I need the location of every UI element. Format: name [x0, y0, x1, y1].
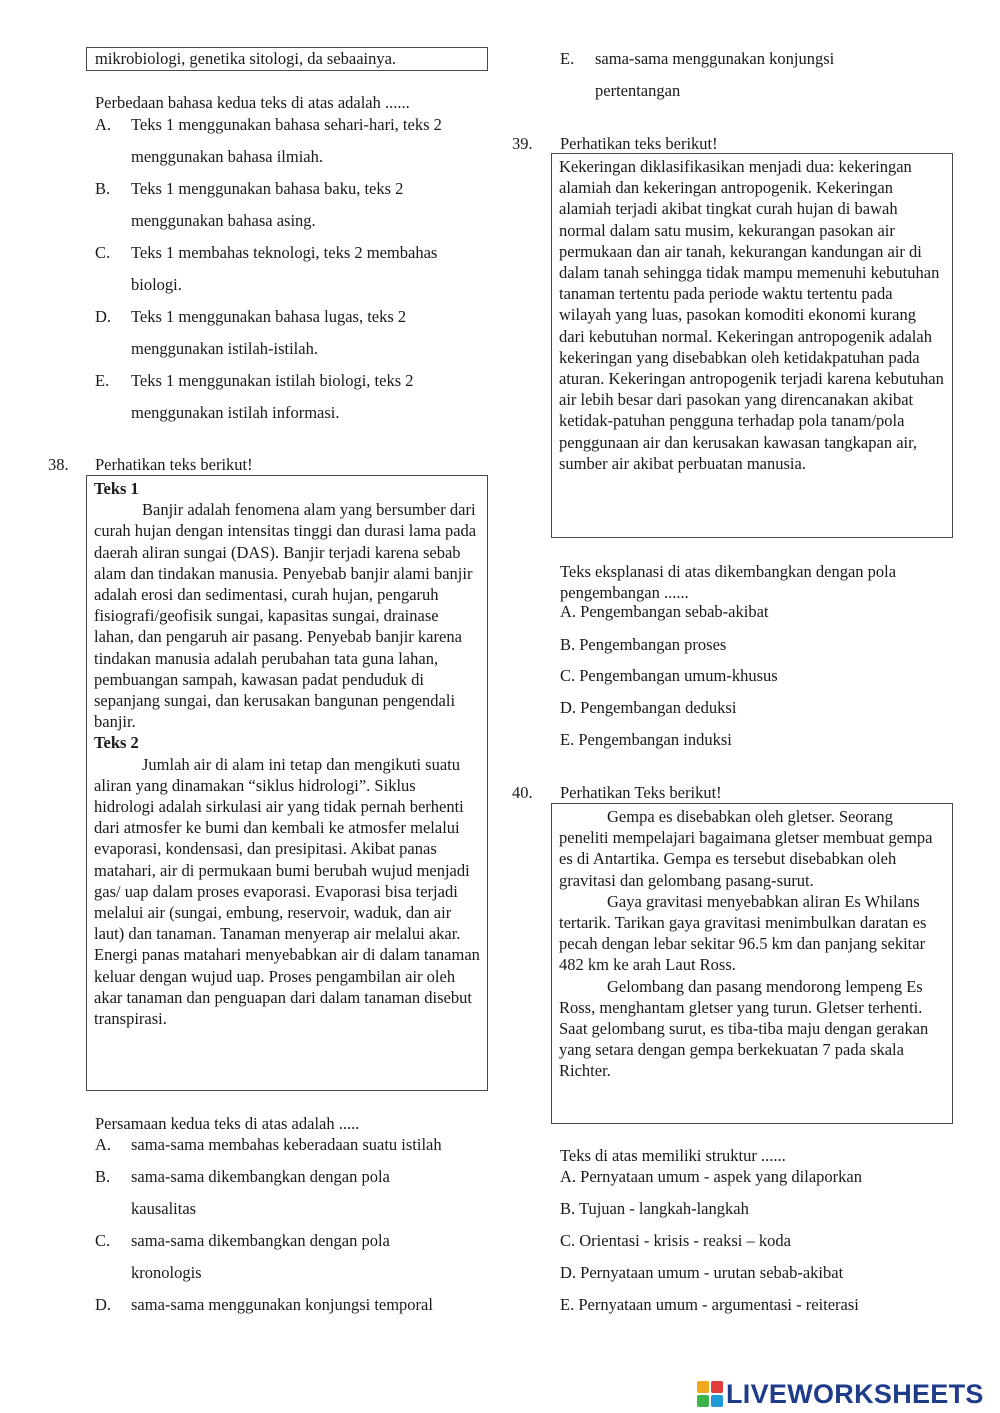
q37-option-a-line1[interactable]: Teks 1 menggunakan bahasa sehari-hari, teks 2: [131, 115, 442, 134]
q38-teks2-body: Jumlah air di alam ini tetap dan mengikuti suatu aliran yang dinamakan “siklus hidrologi”. Siklus hidrologi adalah sirkulasi air yang tidak pernah berhenti dari atmosfer ke bumi dan kembali ke atmosfer melalui evaporasi, kondensasi, dan presipitasi. Akibat panas matahari, air di permukaan bumi berubah wujud menjadi gas/ uap dalam proses evaporasi. Evaporasi bisa terjadi melalui air (sungai, embung, reservoir, waduk, dan air laut) dan tanaman. Tanaman menyerap air melalui akar. Energi panas matahari menyebabkan air di dalam tanaman keluar dengan wujud uap. Proses pengambilan air oleh akar tanaman dan penguapan dari dalam tanaman disebut transpirasi.: [94, 754, 480, 1029]
q37-option-b-line1[interactable]: Teks 1 menggunakan bahasa baku, teks 2: [131, 179, 404, 198]
q37-option-a-line2[interactable]: menggunakan bahasa ilmiah.: [131, 147, 323, 166]
q37-option-e-line2[interactable]: menggunakan istilah informasi.: [131, 403, 340, 422]
q38-option-d-line1[interactable]: sama-sama menggunakan konjungsi temporal: [131, 1295, 433, 1314]
q38-option-c-line1[interactable]: sama-sama dikembangkan dengan pola: [131, 1231, 390, 1250]
q39-option-d[interactable]: D. Pengembangan deduksi: [560, 698, 737, 717]
q38-option-e-line1[interactable]: sama-sama menggunakan konjungsi: [595, 49, 835, 68]
q37-option-d-letter: D.: [95, 307, 112, 326]
q39-option-b[interactable]: B. Pengembangan proses: [560, 635, 727, 654]
q39-option-a[interactable]: A. Pengembangan sebab-akibat: [560, 602, 769, 621]
liveworksheets-logo: [697, 1377, 997, 1411]
q37-option-c-line2[interactable]: biologi.: [131, 275, 182, 294]
top-box-text: mikrobiologi, genetika sitologi, da sebaainya.: [95, 49, 397, 68]
logo-mark-icon: [697, 1381, 723, 1407]
logo-text: LIVEWORKSHEETS: [726, 1378, 984, 1409]
q38-option-e-line2[interactable]: pertentangan: [595, 81, 681, 100]
logo-square-3: [697, 1395, 709, 1407]
q38-option-d-letter: D.: [95, 1295, 112, 1314]
q40-option-a[interactable]: A. Pernyataan umum - aspek yang dilaporkan: [560, 1167, 862, 1186]
q37-option-d-line2[interactable]: menggunakan istilah-istilah.: [131, 339, 318, 358]
q38-option-e-letter: E.: [560, 49, 575, 68]
q38-prompt: Perhatikan teks berikut!: [95, 455, 253, 474]
q39-prompt: Perhatikan teks berikut!: [560, 134, 718, 153]
q37-option-b-line2[interactable]: menggunakan bahasa asing.: [131, 211, 316, 230]
q40-option-d[interactable]: D. Pernyataan umum - urutan sebab-akibat: [560, 1263, 844, 1282]
q39-number: 39.: [512, 134, 533, 153]
q40-paragraph-3: Gelombang dan pasang mendorong lempeng Es Ross, menghantam gletser yang turun. Gletser terhenti. Saat gelombang surut, es tiba-tiba maju dengan gerakan yang setara dengan gempa berkekuatan 7 pada skala Richter.: [559, 976, 929, 1081]
q40-paragraph-1: Gempa es disebabkan oleh gletser. Seorang peneliti mempelajari bagaimana gletser membuat gempa es di Antartika. Gempa es tersebut disebabkan oleh gravitasi dan gelombang pasang-surut.: [559, 807, 933, 890]
q40-option-b[interactable]: B. Tujuan - langkah-langkah: [560, 1199, 749, 1218]
q38-option-a-line1[interactable]: sama-sama membahas keberadaan suatu istilah: [131, 1135, 442, 1154]
q38-number: 38.: [48, 455, 69, 474]
logo-square-2: [711, 1381, 723, 1393]
q39-option-c[interactable]: C. Pengembangan umum-khusus: [560, 666, 778, 685]
top-continuation-box: [86, 47, 488, 71]
q39-option-e[interactable]: E. Pengembangan induksi: [560, 730, 732, 749]
q38-teks1-title: Teks 1: [94, 479, 139, 498]
q37-option-c-line1[interactable]: Teks 1 membahas teknologi, teks 2 membahas: [131, 243, 438, 262]
q37-option-a-letter: A.: [95, 115, 112, 134]
q40-passage-box: [551, 803, 953, 1124]
q40-option-e[interactable]: E. Pernyataan umum - argumentasi - reiterasi: [560, 1295, 859, 1314]
q38-option-c-line2[interactable]: kronologis: [131, 1263, 202, 1282]
logo-square-1: [697, 1381, 709, 1393]
q38-option-b-line2[interactable]: kausalitas: [131, 1199, 197, 1218]
q40-stem: Teks di atas memiliki struktur ......: [560, 1146, 786, 1165]
q37-option-b-letter: B.: [95, 179, 111, 198]
q38-passage-box: [86, 475, 488, 1091]
q38-teks1-body: Banjir adalah fenomena alam yang bersumber dari curah hujan dengan intensitas tinggi dan durasi lama pada daerah aliran sungai (DAS). Banjir terjadi karena sebab alam dan tindakan manusia. Penyebab banjir alami banjir adalah erosi dan sedimentasi, curah hujan, pengaruh fisiografi/geofisik sungai, kapasitas sungai, drainase lahan, dan pengaruh air pasang. Penyebab banjir karena tindakan manusia adalah perubahan tata guna lahan, pembuangan sampah, kawasan padat penduduk di sepanjang sungai, dan kerusakan bangunan pengendali banjir.: [94, 500, 477, 732]
q39-stem: Teks eksplanasi di atas dikembangkan dengan pola pengembangan ......: [560, 562, 897, 602]
q37-option-e-letter: E.: [95, 371, 110, 390]
q38-option-a-letter: A.: [95, 1135, 112, 1154]
q39-passage-box: [551, 153, 953, 538]
q37-option-c-letter: C.: [95, 243, 111, 262]
q40-paragraph-2: Gaya gravitasi menyebabkan aliran Es Whilans tertarik. Tarikan gaya gravitasi menimbulkan daratan es pecah dengan lebar sekitar 96.5 km dan panjang sekitar 482 km ke arah Laut Ross.: [559, 891, 927, 975]
q38-teks2-title: Teks 2: [94, 733, 139, 753]
q37-option-e-line1[interactable]: Teks 1 menggunakan istilah biologi, teks 2: [131, 371, 414, 390]
q38-option-c-letter: C.: [95, 1231, 111, 1250]
q38-option-b-line1[interactable]: sama-sama dikembangkan dengan pola: [131, 1167, 390, 1186]
q40-number: 40.: [512, 783, 533, 802]
q38-option-b-letter: B.: [95, 1167, 111, 1186]
logo-square-4: [711, 1395, 723, 1407]
q40-option-c[interactable]: C. Orientasi - krisis - reaksi – koda: [560, 1231, 791, 1250]
q39-body: Kekeringan diklasifikasikan menjadi dua: kekeringan alamiah dan kekeringan antropogenik. Kekeringan alamiah terjadi akibat tingkat curah hujan di bawah normal dalam satu musim, kekurangan pasokan air permukaan dan air tanah, kekurangan kandungan air di dalam tanah sehingga tidak mampu memenuhi kebutuhan tanaman tertentu pada periode waktu tertentu pada wilayah yang luas, pasokan komoditi ekonomi kurang dari kebutuhan normal. Kekeringan antropogenik adalah kekeringan yang disebabkan oleh ketidakpatuhan pada aturan. Kekeringan antropogenik terjadi karena kebutuhan air lebih besar dari pasokan yang direncanakan akibat ketidak-patuhan pengguna terhadap pola tanam/pola penggunaan air dan kerusakan kawasan tangkapan air, sumber air akibat perbuatan manusia.: [559, 157, 944, 473]
q40-prompt: Perhatikan Teks berikut!: [560, 783, 722, 802]
q37-option-d-line1[interactable]: Teks 1 menggunakan bahasa lugas, teks 2: [131, 307, 407, 326]
q37-stem: Perbedaan bahasa kedua teks di atas adalah ......: [95, 93, 410, 112]
q38-stem: Persamaan kedua teks di atas adalah .....: [95, 1114, 360, 1133]
